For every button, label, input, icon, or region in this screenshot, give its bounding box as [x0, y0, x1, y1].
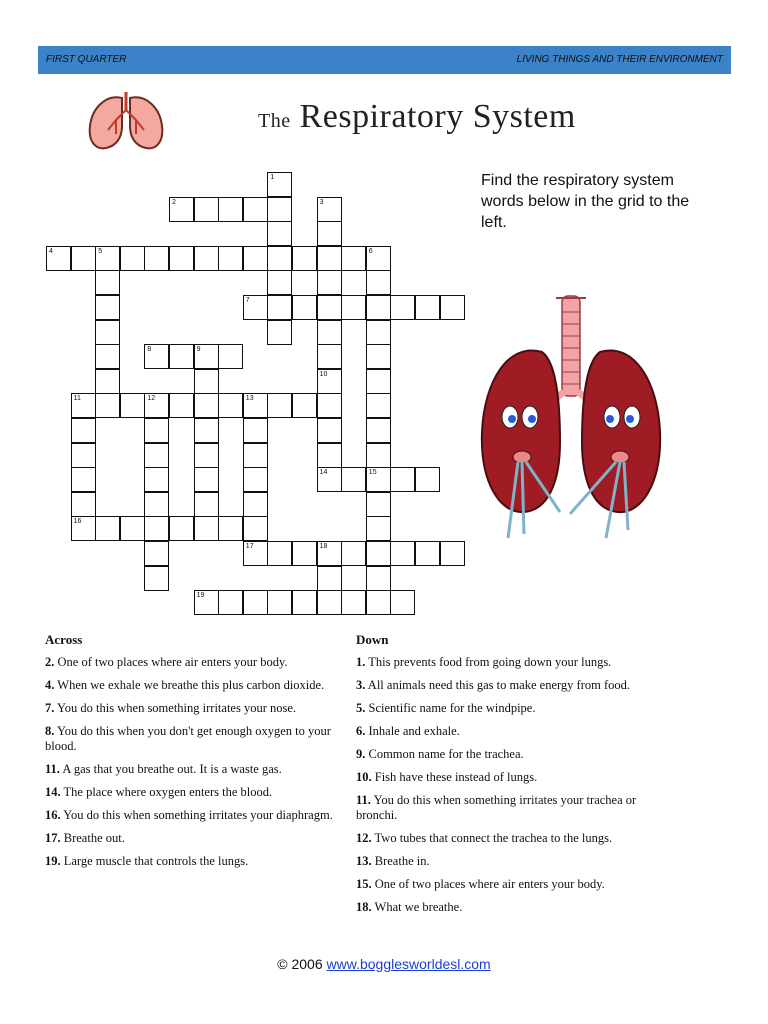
cell-number: 11 — [73, 395, 81, 403]
crossword-cell[interactable] — [267, 541, 292, 566]
crossword-cell[interactable] — [440, 295, 465, 320]
across-clue — [45, 854, 345, 869]
cell-number: 18 — [319, 543, 328, 550]
clue-text: A gas that you breathe out. It is a waste gas. — [59, 762, 282, 776]
crossword-cell[interactable] — [120, 246, 145, 271]
cell-number: 1 — [270, 174, 275, 181]
across-clue — [45, 785, 345, 800]
crossword-cell[interactable] — [144, 443, 169, 468]
crossword-cell[interactable] — [317, 467, 342, 492]
crossword-cell[interactable] — [390, 590, 415, 615]
crossword-cell[interactable] — [317, 246, 342, 271]
cell-number: 14 — [319, 469, 328, 477]
clue-number: 16. — [45, 808, 61, 822]
crossword-cell[interactable] — [194, 467, 219, 492]
cell-number: 15 — [368, 469, 377, 477]
crossword-cell[interactable] — [218, 393, 243, 418]
crossword-cell[interactable] — [95, 369, 120, 394]
crossword-cell[interactable] — [366, 320, 391, 345]
crossword-cell[interactable] — [267, 295, 292, 320]
down-clues — [356, 632, 656, 923]
crossword-cell[interactable] — [366, 590, 391, 615]
header-unit: LIVING THINGS AND THEIR ENVIRONMENT — [516, 54, 723, 65]
crossword-cell[interactable] — [317, 541, 342, 566]
down-clue — [356, 900, 656, 915]
crossword-cell[interactable] — [317, 221, 342, 246]
clue-number: 4. — [45, 678, 55, 692]
crossword-cell[interactable] — [267, 221, 292, 246]
crossword-cell[interactable] — [292, 246, 317, 271]
across-clue — [45, 808, 345, 823]
crossword-cell[interactable] — [144, 492, 169, 517]
crossword-cell[interactable] — [144, 344, 169, 369]
crossword-cell[interactable] — [415, 295, 440, 320]
clue-text: You do this when something irritates your diaphragm. — [60, 808, 333, 822]
crossword-cell[interactable] — [194, 418, 219, 443]
crossword-cell[interactable] — [71, 443, 96, 468]
crossword-cell[interactable] — [366, 246, 391, 271]
cell-number: 17 — [245, 543, 254, 550]
crossword-cell[interactable] — [169, 246, 194, 271]
crossword-cell[interactable] — [144, 541, 169, 566]
crossword-cell[interactable] — [95, 320, 120, 345]
across-clue — [45, 724, 345, 754]
crossword-cell[interactable] — [440, 541, 465, 566]
clue-number: 12. — [356, 831, 372, 845]
down-clue — [356, 678, 656, 693]
crossword-cell[interactable] — [317, 270, 342, 295]
crossword-cell[interactable] — [415, 541, 440, 566]
crossword-cell[interactable] — [194, 516, 219, 541]
clue-number: 14. — [45, 785, 61, 799]
crossword-cell[interactable] — [243, 516, 268, 541]
crossword-cell[interactable] — [317, 320, 342, 345]
crossword-cell[interactable] — [366, 295, 391, 320]
crossword-cell[interactable] — [218, 516, 243, 541]
down-clue — [356, 701, 656, 716]
crossword-cell[interactable] — [95, 295, 120, 320]
lungs-logo-icon — [86, 90, 166, 152]
crossword-cell[interactable] — [390, 295, 415, 320]
crossword-cell[interactable] — [144, 516, 169, 541]
clue-number: 17. — [45, 831, 61, 845]
crossword-cell[interactable] — [267, 197, 292, 222]
crossword-cell[interactable] — [317, 197, 342, 222]
crossword-cell[interactable] — [366, 492, 391, 517]
across-clue — [45, 701, 345, 716]
crossword-cell[interactable] — [71, 418, 96, 443]
down-clue — [356, 655, 656, 670]
crossword-cell[interactable] — [194, 344, 219, 369]
clue-number: 7. — [45, 701, 55, 715]
cell-number: 7 — [245, 297, 250, 304]
cell-number: 6 — [368, 247, 373, 255]
crossword-cell[interactable] — [243, 295, 268, 320]
across-clue — [45, 762, 345, 777]
crossword-cell[interactable] — [194, 492, 219, 517]
crossword-cell[interactable] — [243, 541, 268, 566]
cell-number: 5 — [98, 247, 103, 255]
crossword-cell[interactable] — [194, 590, 219, 615]
clue-number: 5. — [356, 701, 366, 715]
crossword-cell[interactable] — [71, 467, 96, 492]
clue-text: You do this when something irritates your nose. — [54, 701, 297, 715]
crossword-cell[interactable] — [366, 541, 391, 566]
crossword-cell[interactable] — [317, 344, 342, 369]
cartoon-lungs-illustration — [478, 292, 664, 542]
cell-number: 2 — [172, 198, 176, 206]
crossword-cell[interactable] — [317, 418, 342, 443]
crossword-cell[interactable] — [390, 467, 415, 492]
page-title: The Respiratory System — [258, 98, 576, 135]
crossword-cell[interactable] — [194, 197, 219, 222]
clue-text: One of two places where air enters your body. — [371, 877, 605, 891]
across-clue-list — [45, 655, 345, 869]
crossword-cell[interactable] — [366, 369, 391, 394]
crossword-cell[interactable] — [243, 393, 268, 418]
instructions: Find the respiratory system words below in the grid to the left. — [481, 172, 690, 231]
website-link[interactable]: www.bogglesworldesl.com — [326, 956, 491, 972]
crossword-cell[interactable] — [71, 246, 96, 271]
footer — [0, 956, 768, 972]
cell-number: 4 — [49, 247, 53, 255]
clue-number: 15. — [356, 877, 372, 891]
crossword-cell[interactable] — [243, 492, 268, 517]
crossword-cell[interactable] — [341, 295, 366, 320]
clue-number: 18. — [356, 900, 372, 914]
crossword-cell[interactable] — [317, 295, 342, 320]
crossword-cell[interactable] — [341, 541, 366, 566]
crossword-cell[interactable] — [243, 590, 268, 615]
crossword-cell[interactable] — [366, 344, 391, 369]
crossword-cell[interactable] — [341, 246, 366, 271]
crossword-cell[interactable] — [366, 516, 391, 541]
crossword-cell[interactable] — [292, 295, 317, 320]
cell-number: 12 — [147, 395, 156, 403]
clue-text: You do this when something irritates your trachea or bronchi. — [356, 793, 637, 822]
crossword-cell[interactable] — [267, 320, 292, 345]
crossword-cell[interactable] — [317, 590, 342, 615]
crossword-cell[interactable] — [194, 393, 219, 418]
clue-text: Breathe out. — [60, 831, 125, 845]
crossword-cell[interactable] — [144, 393, 169, 418]
clue-text: Scientific name for the windpipe. — [365, 701, 536, 715]
crossword-cell[interactable] — [317, 369, 342, 394]
across-clue — [45, 678, 345, 693]
crossword-cell[interactable] — [267, 270, 292, 295]
crossword-cell[interactable] — [317, 443, 342, 468]
crossword-cell[interactable] — [169, 393, 194, 418]
cell-number: 16 — [73, 518, 82, 526]
across-clue — [45, 831, 345, 846]
crossword-cell[interactable] — [46, 246, 71, 271]
down-clue — [356, 831, 656, 846]
crossword-cell[interactable] — [144, 566, 169, 591]
crossword-cell[interactable] — [292, 541, 317, 566]
clue-text: Inhale and exhale. — [365, 724, 460, 738]
header-bar — [38, 46, 731, 74]
clue-text: What we breathe. — [371, 900, 463, 914]
across-heading: Across — [45, 632, 83, 647]
crossword-cell[interactable] — [267, 246, 292, 271]
crossword-cell[interactable] — [169, 516, 194, 541]
clue-text: Common name for the trachea. — [365, 747, 524, 761]
crossword-cell[interactable] — [71, 516, 96, 541]
down-heading: Down — [356, 632, 389, 647]
down-clue — [356, 854, 656, 869]
clue-text: The place where oxygen enters the blood. — [60, 785, 273, 799]
clue-text: Two tubes that connect the trachea to the lungs. — [371, 831, 613, 845]
clue-number: 8. — [45, 724, 55, 738]
crossword-cell[interactable] — [144, 467, 169, 492]
down-clue-list — [356, 655, 656, 915]
crossword-cell[interactable] — [390, 541, 415, 566]
crossword-cell[interactable] — [243, 246, 268, 271]
crossword-cell[interactable] — [366, 393, 391, 418]
clue-text: This prevents food from going down your lungs. — [365, 655, 612, 669]
crossword-cell[interactable] — [317, 566, 342, 591]
clue-number: 13. — [356, 854, 372, 868]
crossword-cell[interactable] — [218, 197, 243, 222]
clue-text: All animals need this gas to make energy from food. — [365, 678, 631, 692]
down-clue — [356, 793, 656, 823]
crossword-cell[interactable] — [95, 516, 120, 541]
clue-number: 11. — [356, 793, 371, 807]
clue-number: 19. — [45, 854, 61, 868]
crossword-cell[interactable] — [169, 344, 194, 369]
crossword-cell[interactable] — [366, 566, 391, 591]
crossword-cell[interactable] — [218, 590, 243, 615]
clue-text: Large muscle that controls the lungs. — [60, 854, 249, 868]
crossword-cell[interactable] — [267, 393, 292, 418]
crossword-cell[interactable] — [317, 393, 342, 418]
crossword-cell[interactable] — [120, 393, 145, 418]
crossword-cell[interactable] — [95, 270, 120, 295]
clue-number: 10. — [356, 770, 372, 784]
crossword-cell[interactable] — [169, 197, 194, 222]
crossword-cell[interactable] — [194, 246, 219, 271]
crossword-cell[interactable] — [243, 197, 268, 222]
crossword-cell[interactable] — [292, 590, 317, 615]
across-clues — [45, 632, 345, 877]
cell-number: 9 — [196, 346, 201, 354]
crossword-cell[interactable] — [71, 492, 96, 517]
crossword-cell[interactable] — [267, 590, 292, 615]
crossword-cell[interactable] — [415, 467, 440, 492]
down-clue — [356, 747, 656, 762]
clue-text: Fish have these instead of lungs. — [371, 770, 538, 784]
down-clue — [356, 724, 656, 739]
clue-number: 6. — [356, 724, 366, 738]
crossword-cell[interactable] — [194, 443, 219, 468]
across-clue — [45, 655, 345, 670]
crossword-cell[interactable] — [194, 369, 219, 394]
crossword-cell[interactable] — [218, 344, 243, 369]
copyright-text: © 2006 — [277, 956, 323, 972]
crossword-cell[interactable] — [243, 418, 268, 443]
cell-number: 8 — [147, 346, 152, 354]
cell-number: 13 — [245, 395, 254, 403]
clue-number: 1. — [356, 655, 366, 669]
crossword-cell[interactable] — [366, 467, 391, 492]
crossword-cell[interactable] — [144, 418, 169, 443]
clue-text: Breathe in. — [371, 854, 430, 868]
clue-number: 11. — [45, 762, 60, 776]
crossword-cell[interactable] — [120, 516, 145, 541]
clue-number: 3. — [356, 678, 366, 692]
crossword-cell[interactable] — [292, 393, 317, 418]
crossword-cell[interactable] — [366, 418, 391, 443]
crossword-cell[interactable] — [366, 443, 391, 468]
cell-number: 10 — [319, 370, 328, 378]
crossword-cell[interactable] — [243, 443, 268, 468]
cell-number: 3 — [319, 198, 324, 206]
clue-text: You do this when you don't get enough oxygen to your blood. — [45, 724, 331, 753]
clue-number: 2. — [45, 655, 55, 669]
crossword-cell[interactable] — [95, 344, 120, 369]
down-clue — [356, 770, 656, 785]
crossword-cell[interactable] — [243, 467, 268, 492]
crossword-cell[interactable] — [144, 246, 169, 271]
down-clue — [356, 877, 656, 892]
crossword-cell[interactable] — [267, 172, 292, 197]
crossword-cell[interactable] — [95, 393, 120, 418]
clue-number: 9. — [356, 747, 366, 761]
clue-text: One of two places where air enters your body. — [54, 655, 288, 669]
crossword-cell[interactable] — [95, 246, 120, 271]
crossword-cell[interactable] — [71, 393, 96, 418]
crossword-cell[interactable] — [366, 270, 391, 295]
clue-text: When we exhale we breathe this plus carbon dioxide. — [54, 678, 325, 692]
crossword-cell[interactable] — [218, 246, 243, 271]
header-quarter: FIRST QUARTER — [46, 54, 127, 65]
cell-number: 19 — [196, 592, 205, 600]
crossword-cell[interactable] — [341, 590, 366, 615]
crossword-cell[interactable] — [341, 467, 366, 492]
